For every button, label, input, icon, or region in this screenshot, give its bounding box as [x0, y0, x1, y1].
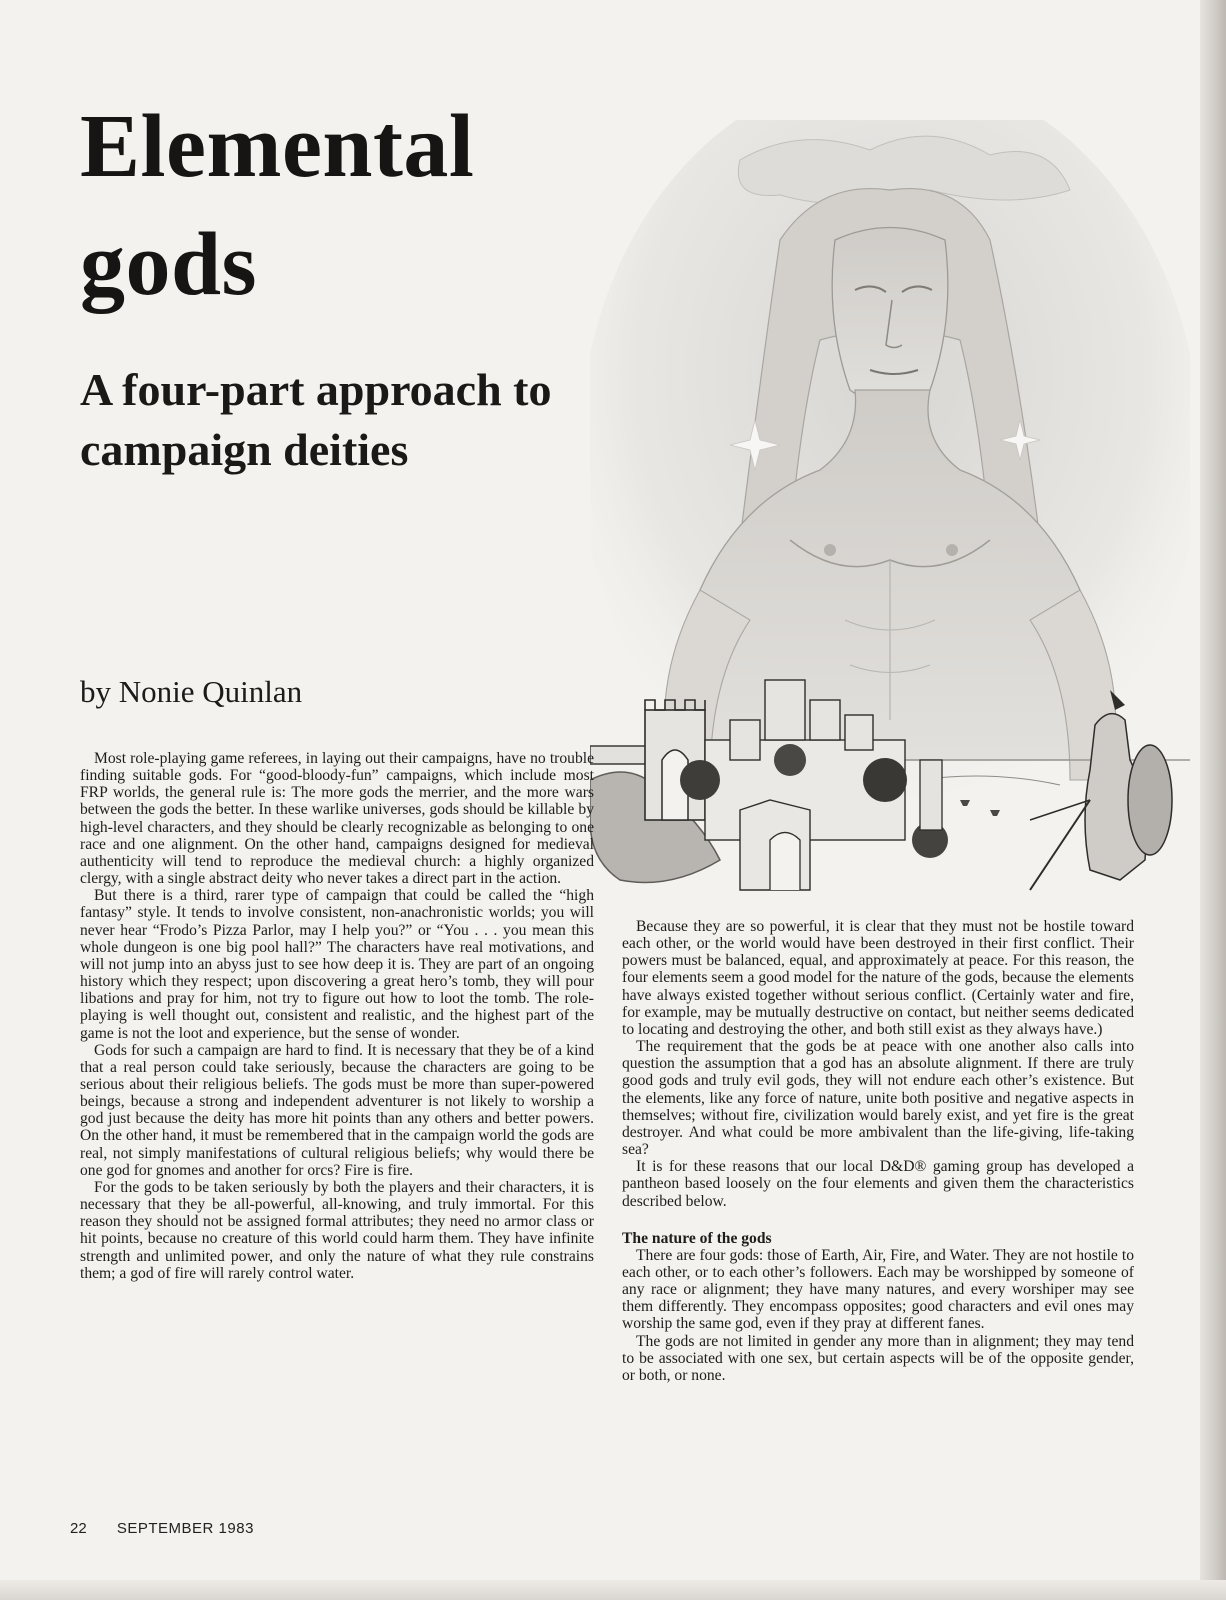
issue-date: SEPTEMBER 1983 [116, 1520, 254, 1537]
body-paragraph: Most role-playing game referees, in laying out their campaigns, have no trouble finding suitable gods. For “good-bloody-fun” campaigns, which include most FRP worlds, the general rule is: The more gods the merrier, and the more wars between the gods the better. In these warlike universes, gods should be killable by high-level characters, and they should be clearly recognizable as belonging to one race and one alignment. On the other hand, campaigns designed for medieval authenticity will tend to reproduce the medieval church: a highly organized clergy, with a single abstract deity who never takes a direct part in the action. [80, 750, 594, 888]
article-byline: by Nonie Quinlan [80, 674, 303, 709]
section-paragraph: The gods are not limited in gender any more than in alignment; they may tend to be associated with one sex, but certain aspects will be of the opposite gender, or both, or none. [622, 1332, 1134, 1384]
article-title: Elemental gods [80, 97, 475, 314]
right-column [622, 918, 1134, 1384]
bottom-edge-shadow [0, 1580, 1226, 1600]
body-paragraph: It is for these reasons that our local D&D® gaming group has developed a pantheon based loosely on the four elements and given them the characteristics described below. [622, 1158, 1134, 1210]
article-subtitle: A four-part approach to campaign deities [80, 364, 552, 475]
page-footer [70, 1520, 254, 1537]
section-paragraph: There are four gods: those of Earth, Air, Fire, and Water. They are not hostile to each other, or to each other’s followers. Each may be worshipped by someone of any race or alignment; they have many natures, and every worshiper may see them differently. They encompass opposites; good characters and evil ones may worship the same god, even if they pray at different fanes. [622, 1246, 1134, 1333]
elemental-god-illustration [590, 120, 1190, 900]
body-paragraph: The requirement that the gods be at peace with one another also calls into question the assumption that a god has an absolute alignment. If there are truly good gods and truly evil gods, they will not endure each other’s existence. But the elements, like any force of nature, unite both positive and negative aspects in themselves; without fire, civilization would barely exist, and yet fire is the great destroyer. And what could be more ambivalent than the life-giving, life-taking sea? [622, 1038, 1134, 1159]
page-edge-shadow [1200, 0, 1226, 1600]
body-paragraph: But there is a third, rarer type of campaign that could be called the “high fantasy” style. It tends to involve consistent, non-anachronistic worlds; you will never hear “Frodo’s Pizza Parlor, may I help you?” or “You . . . you mean this whole dungeon is one big pool hall?” The characters have real motivations, and will not jump into an abyss just to see how deep it is. They are part of an ongoing history which they respect; upon discovering a great hero’s tomb, they will pour libations and pray for him, not try to figure out how to loot the tomb. The role-playing is well thought out, consistent and realistic, and the highest part of the game is not the loot and experience, but the sense of wonder. [80, 887, 594, 1042]
body-paragraph: Gods for such a campaign are hard to find. It is necessary that they be of a kind that a real person could take seriously, because the characters are going to be serious about their religious beliefs. The gods must be more than super-powered beings, because a strong and independent adventurer is not likely to worship a god just because the deity has more hit points than any others and better powers. On the other hand, it must be remembered that in the campaign world the gods are real, not simply manifestations of cultural religious beliefs; why would there be one god for gnomes and another for orcs? Fire is fire. [80, 1041, 594, 1179]
body-paragraph: Because they are so powerful, it is clear that they must not be hostile toward each other, or the world would have been destroyed in their first conflict. Their powers must be balanced, equal, and approximately at peace. For this reason, the four elements seem a good model for the nature of the gods, because the elements have always existed together without serious conflict. (Certainly water and fire, for example, may be mutually destructive on contact, but neither seems dedicated to locating and destroying the other, and both still exist as they always have.) [622, 918, 1134, 1038]
section-heading: The nature of the gods [622, 1229, 772, 1247]
body-paragraph: For the gods to be taken seriously by both the players and their characters, it is necessary that they be all-powerful, all-knowing, and truly immortal. For this reason they should not be assigned formal attributes; they need no armor class or hit points, because no creature of this world could harm them. They have infinite strength and unlimited power, and only the nature of what they rule constrains them; a god of fire will rarely control water. [80, 1178, 594, 1282]
left-column [80, 750, 594, 1282]
page-number: 22 [70, 1520, 87, 1537]
